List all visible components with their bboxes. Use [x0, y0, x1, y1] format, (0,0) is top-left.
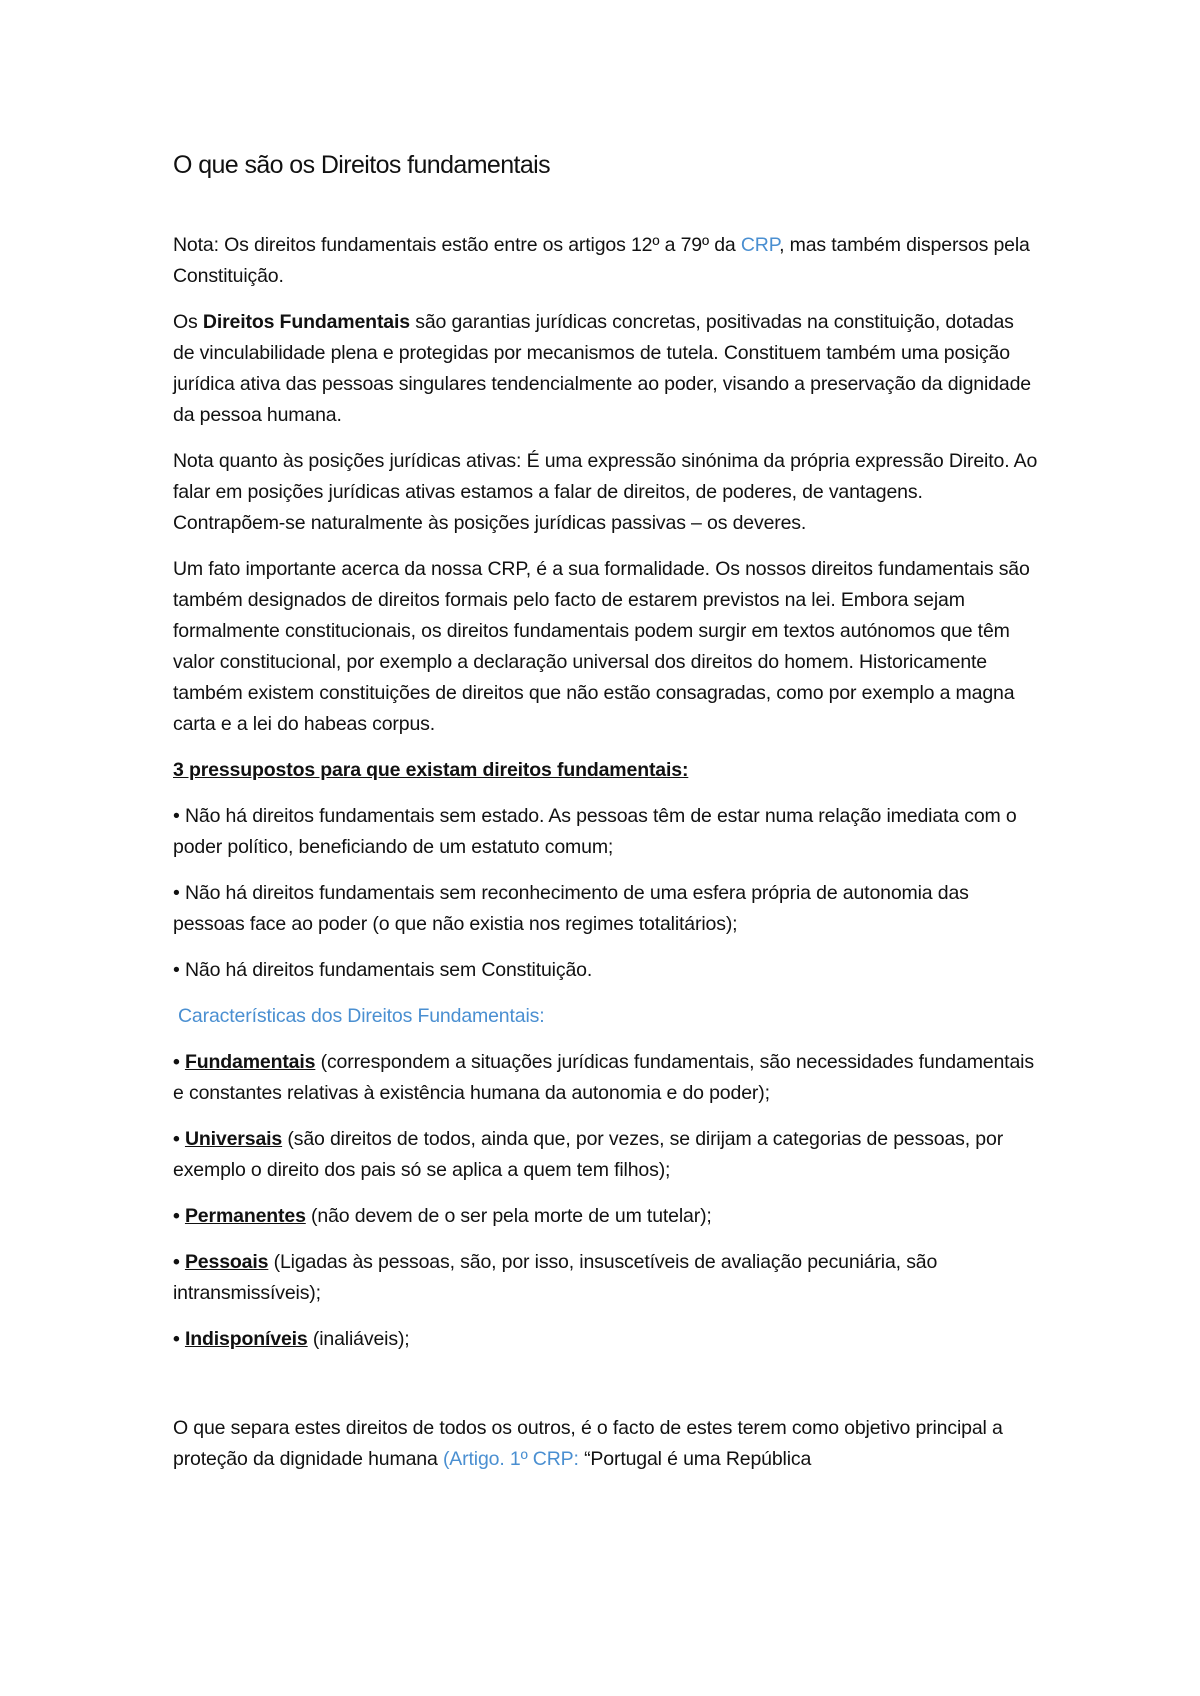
document-body — [173, 148, 1038, 1490]
article-reference-link[interactable]: (Artigo. 1º CRP: — [442, 1448, 585, 1470]
prerequisite-item: • Não há direitos fundamentais sem Constituição. — [173, 959, 593, 981]
note-articles-text-end: , mas também dispersos pela Constituição. — [173, 234, 1030, 287]
prerequisite-item: • Não há direitos fundamentais sem reconhecimento de uma esfera própria de autonomia das pessoas face ao poder (o que não existia nos regimes totalitários); — [173, 882, 969, 935]
closing-quote: “Portugal é uma República — [584, 1448, 812, 1470]
characteristics-heading: Características dos Direitos Fundamentais: — [178, 1005, 545, 1027]
characteristic-desc: (não devem de o ser pela morte de um tutelar); — [305, 1205, 712, 1227]
characteristic-item — [173, 1047, 1038, 1109]
characteristic-term: Permanentes — [184, 1205, 306, 1227]
characteristic-item — [173, 1201, 1038, 1232]
characteristic-item — [173, 1324, 1038, 1355]
bullet-glyph: • — [173, 1205, 185, 1227]
note-articles — [173, 230, 1038, 292]
bullet-glyph: • — [173, 1328, 185, 1350]
characteristic-item — [173, 1124, 1038, 1186]
bullet-glyph: • — [173, 1128, 185, 1150]
note-active-positions: Nota quanto às posições jurídicas ativas: É uma expressão sinónima da própria expressão Direito. Ao falar em posições jurídicas ativas estamos a falar de direitos, de poderes, de vantagens. Contrapõem-se naturalmente às posições jurídicas passivas – os deveres. — [173, 450, 1038, 534]
characteristic-desc: (inaliáveis); — [307, 1328, 410, 1350]
characteristic-desc: (são direitos de todos, ainda que, por vezes, se dirijam a categorias de pessoas, por exemplo o direito dos pais só se aplica a quem tem filhos); — [173, 1128, 1004, 1181]
bullet-glyph: • — [173, 1051, 185, 1073]
characteristic-item — [173, 1247, 1038, 1309]
definition-text: são garantias jurídicas concretas, positivadas na constituição, dotadas de vinculabilidade plena e protegidas por mecanismos de tutela. Constituem também uma posição jurídica ativa das pessoas singulares tendencialmente ao poder, visando a preservação da dignidade da pessoa humana. — [173, 311, 1031, 426]
closing-text: O que separa estes direitos de todos os outros, é o facto de estes terem como objetivo principal a proteção da dignidade humana — [173, 1417, 1003, 1470]
characteristic-term: Fundamentais — [184, 1051, 316, 1073]
characteristic-term: Universais — [184, 1128, 283, 1150]
characteristic-desc: (Ligadas às pessoas, são, por isso, insuscetíveis de avaliação pecuniária, são intransmissíveis); — [173, 1251, 938, 1304]
characteristic-term: Indisponíveis — [184, 1328, 308, 1350]
formality-paragraph: Um fato importante acerca da nossa CRP, é a sua formalidade. Os nossos direitos fundamentais são também designados de direitos formais pelo facto de estarem previstos na lei. Embora sejam formalmente constitucionais, os direitos fundamentais podem surgir em textos autónomos que têm valor constitucional, por exemplo a declaração universal dos direitos do homem. Historicamente também existem constituições de direitos que não estão consagradas, como por exemplo a magna carta e a lei do habeas corpus. — [173, 558, 1030, 735]
note-articles-text: Nota: Os direitos fundamentais estão entre os artigos 12º a 79º da — [173, 234, 741, 256]
definition-lead: Os — [173, 311, 203, 333]
crp-link[interactable]: CRP — [740, 234, 780, 256]
definition-paragraph — [173, 307, 1038, 431]
bullet-glyph: • — [173, 1251, 185, 1273]
definition-term: Direitos Fundamentais — [202, 311, 410, 333]
prerequisites-heading: 3 pressupostos para que existam direitos fundamentais: — [173, 759, 689, 781]
characteristic-desc: (correspondem a situações jurídicas fundamentais, são necessidades fundamentais e constantes relativas à existência humana da autonomia e do poder); — [173, 1051, 1034, 1104]
document-title: O que são os Direitos fundamentais — [173, 151, 551, 179]
prerequisite-item: • Não há direitos fundamentais sem estado. As pessoas têm de estar numa relação imediata com o poder político, beneficiando de um estatuto comum; — [173, 805, 1017, 858]
closing-paragraph — [173, 1413, 1038, 1475]
characteristic-term: Pessoais — [184, 1251, 269, 1273]
